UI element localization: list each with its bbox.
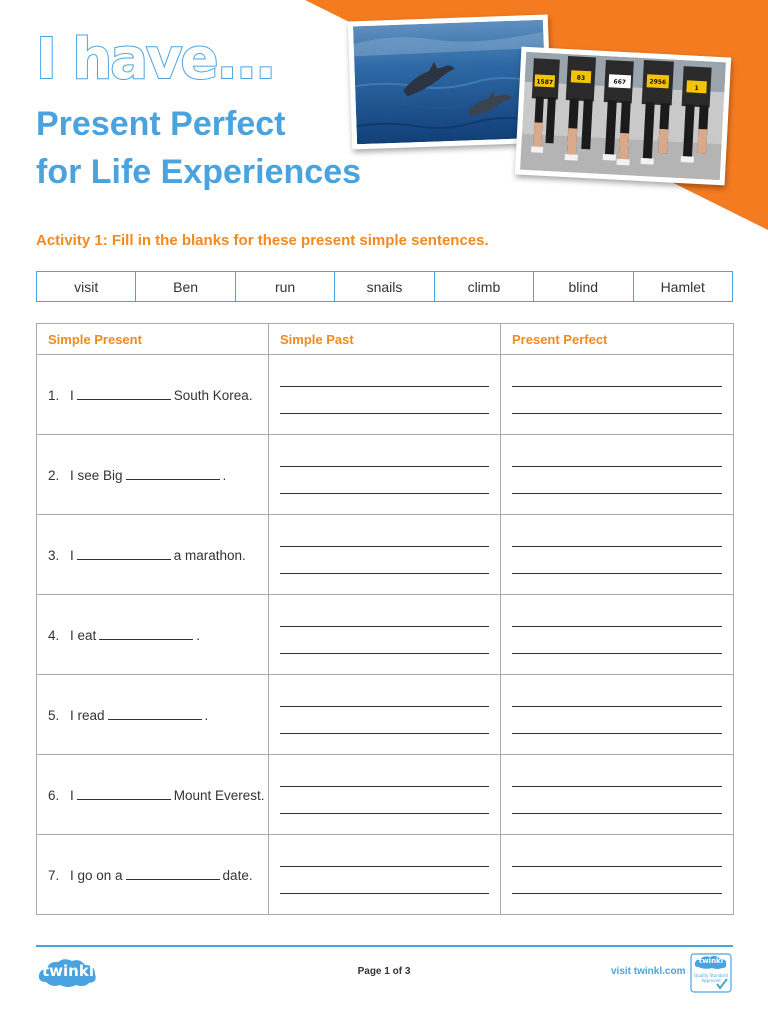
answer-line	[512, 573, 722, 574]
badge-brand-text: twinkl	[698, 957, 724, 965]
runner-bib: 2956	[649, 78, 667, 87]
sentence-end: .	[222, 468, 227, 483]
answer-line	[280, 706, 489, 707]
answer-line	[280, 573, 489, 574]
blank-line[interactable]	[77, 386, 171, 400]
column-header-present-perfect: Present Perfect	[501, 324, 734, 355]
sentence-cell	[37, 835, 269, 915]
table-row	[37, 595, 734, 675]
present-perfect-answer-cell[interactable]	[501, 835, 734, 915]
answer-line	[512, 786, 722, 787]
word-bank-item: visit	[37, 272, 136, 301]
runner-bib: 667	[613, 78, 627, 87]
runner-bib: 1	[694, 84, 699, 92]
simple-past-answer-cell[interactable]	[269, 355, 501, 435]
page-number: Page 1 of 3	[357, 966, 411, 977]
sentence-start: I	[70, 788, 74, 803]
worksheet-table	[36, 323, 734, 915]
word-bank-item: Ben	[136, 272, 235, 301]
row-number: 4.	[48, 628, 60, 643]
answer-line	[512, 893, 722, 894]
sentence-start: I see Big	[70, 468, 123, 483]
answer-line	[280, 653, 489, 654]
answer-line	[512, 866, 722, 867]
answer-line	[512, 813, 722, 814]
column-header-simple-past: Simple Past	[269, 324, 501, 355]
marathon-runners-photo	[515, 47, 731, 186]
table-header-row	[37, 324, 734, 355]
sentence-end: South Korea.	[173, 388, 253, 403]
simple-past-answer-cell[interactable]	[269, 675, 501, 755]
present-perfect-answer-cell[interactable]	[501, 515, 734, 595]
row-number: 3.	[48, 548, 60, 563]
sentence-cell	[37, 355, 269, 435]
answer-line	[280, 893, 489, 894]
sentence-cell	[37, 515, 269, 595]
word-bank-item: climb	[435, 272, 534, 301]
answer-line	[280, 626, 489, 627]
word-bank-item: Hamlet	[660, 278, 705, 295]
answer-line	[280, 733, 489, 734]
answer-line	[512, 706, 722, 707]
row-number: 6.	[48, 788, 60, 803]
answer-line	[280, 493, 489, 494]
answer-line	[512, 546, 722, 547]
answer-line	[512, 733, 722, 734]
word-bank-item: run	[236, 272, 335, 301]
row-number: 5.	[48, 708, 60, 723]
answer-line	[280, 386, 489, 387]
sentence-end: date.	[222, 868, 253, 883]
answer-line	[512, 466, 722, 467]
badge-caption: Quality Standard Approved	[694, 973, 728, 983]
simple-past-answer-cell[interactable]	[269, 515, 501, 595]
subtitle-line-2: for Life Experiences	[36, 153, 362, 191]
sentence-start: I	[70, 548, 74, 563]
sentence-start: I	[70, 388, 74, 403]
present-perfect-answer-cell[interactable]	[501, 755, 734, 835]
answer-line	[512, 386, 722, 387]
present-perfect-answer-cell[interactable]	[501, 355, 734, 435]
blank-line[interactable]	[108, 706, 202, 720]
sentence-start: I read	[70, 708, 105, 723]
blank-line[interactable]	[99, 626, 193, 640]
table-row	[37, 755, 734, 835]
table-row	[37, 675, 734, 755]
word-bank-item: snails	[335, 272, 434, 301]
table-row	[37, 835, 734, 915]
sentence-end: .	[204, 708, 209, 723]
answer-line	[280, 466, 489, 467]
blank-line[interactable]	[77, 786, 171, 800]
website-link[interactable]: visit twinkl.com	[611, 966, 686, 977]
word-bank-item: blind	[534, 272, 633, 301]
word-bank	[36, 271, 733, 302]
simple-past-answer-cell[interactable]	[269, 595, 501, 675]
activity-heading: Activity 1: Fill in the blanks for these present simple sentences.	[36, 232, 489, 249]
answer-line	[512, 493, 722, 494]
sentence-end: Mount Everest.	[173, 788, 265, 803]
twinkl-logo-text: twinkl	[42, 962, 94, 980]
blank-line[interactable]	[126, 866, 220, 880]
simple-past-answer-cell[interactable]	[269, 435, 501, 515]
present-perfect-answer-cell[interactable]	[501, 435, 734, 515]
sentence-cell	[37, 595, 269, 675]
sentence-start: I go on a	[70, 868, 123, 883]
present-perfect-answer-cell[interactable]	[501, 675, 734, 755]
sentence-end: a marathon.	[173, 548, 246, 563]
answer-line	[280, 866, 489, 867]
simple-past-answer-cell[interactable]	[269, 835, 501, 915]
answer-line	[512, 413, 722, 414]
blank-line[interactable]	[126, 466, 220, 480]
answer-line	[280, 413, 489, 414]
runner-bib: 1587	[536, 78, 554, 87]
answer-line	[512, 653, 722, 654]
answer-line	[512, 626, 722, 627]
sentence-end: .	[196, 628, 201, 643]
page-title: I have...	[36, 27, 275, 92]
answer-line	[280, 813, 489, 814]
row-number: 2.	[48, 468, 60, 483]
blank-line[interactable]	[77, 546, 171, 560]
subtitle-line-1: Present Perfect	[36, 105, 286, 143]
answer-line	[280, 546, 489, 547]
simple-past-answer-cell[interactable]	[269, 755, 501, 835]
table-row	[37, 355, 734, 435]
answer-line	[280, 786, 489, 787]
row-number: 1.	[48, 388, 60, 403]
sentence-start: I eat	[70, 628, 97, 643]
footer-divider	[36, 945, 733, 947]
row-number: 7.	[48, 868, 60, 883]
sentence-cell	[37, 675, 269, 755]
column-header-simple-present: Simple Present	[37, 324, 269, 355]
table-row	[37, 435, 734, 515]
runner-bib: 83	[576, 74, 586, 82]
present-perfect-answer-cell[interactable]	[501, 595, 734, 675]
sentence-cell	[37, 435, 269, 515]
sentence-cell	[37, 755, 269, 835]
table-row	[37, 515, 734, 595]
